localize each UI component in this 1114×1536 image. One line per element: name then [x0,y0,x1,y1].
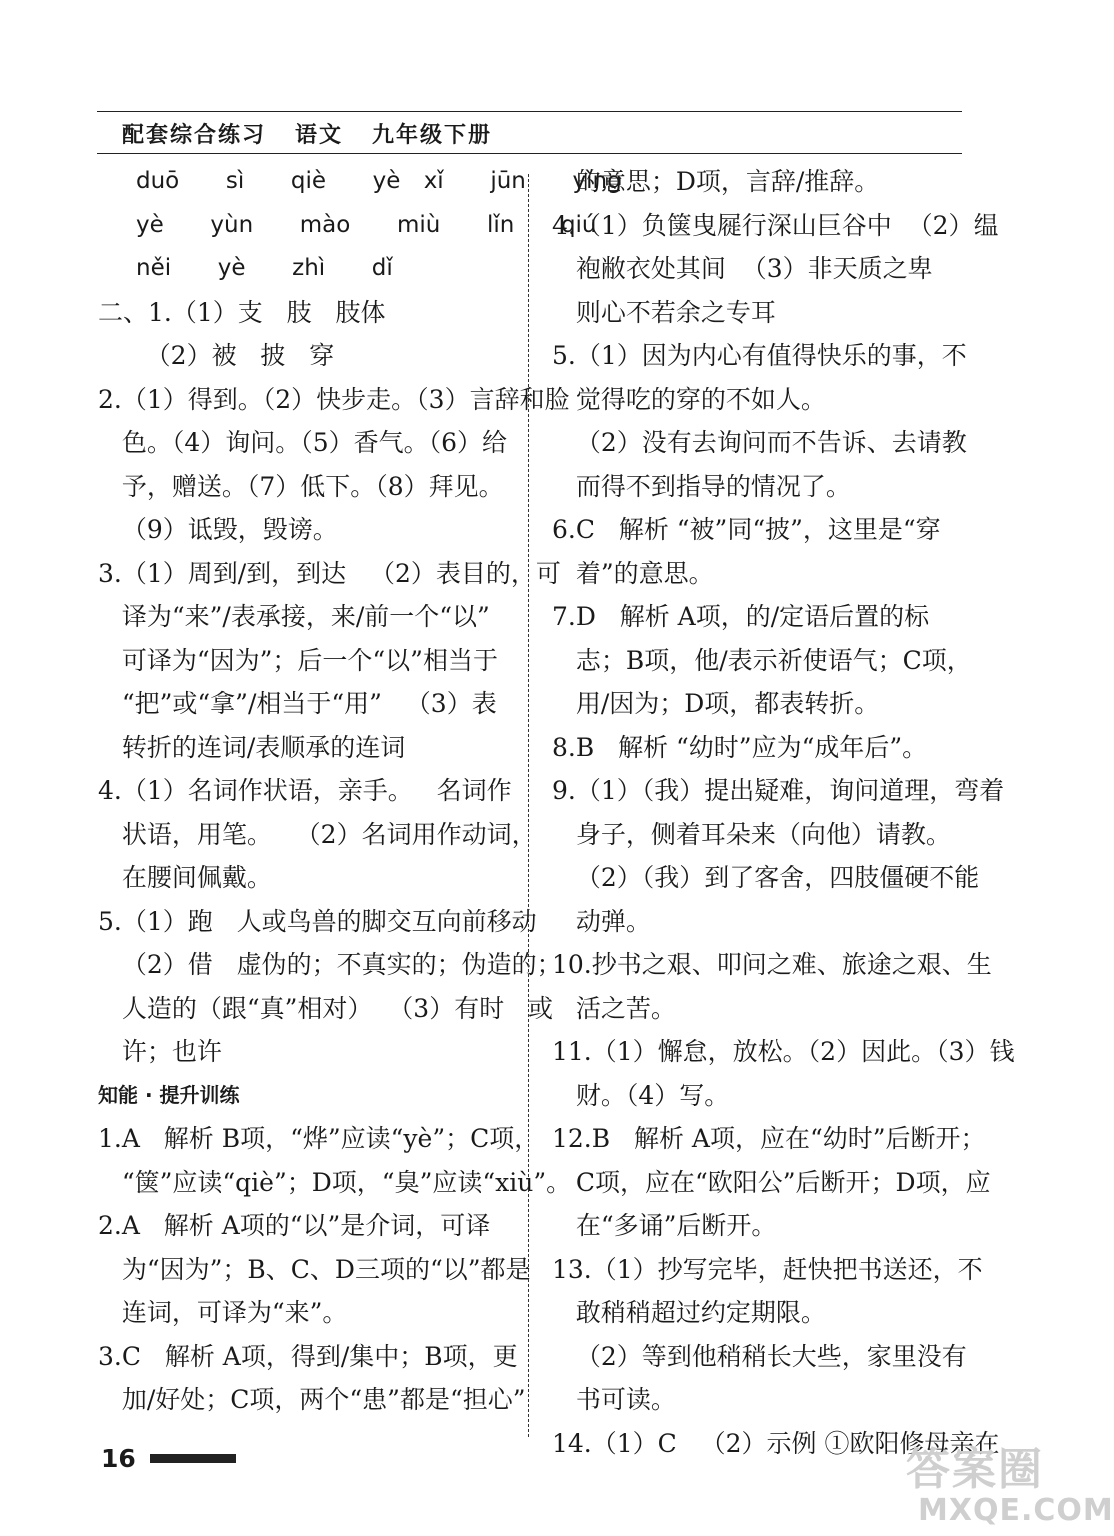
answer-line: （2）被 披 穿 [98,341,335,370]
right-column [552,160,1015,1465]
answer-line: 二、1.（1）支 肢 肢体 [98,297,386,327]
answer-line: 人造的（跟“真”相对） （3）有时 或 [98,993,554,1023]
answer-line: 14.（1）C （2）示例 ①欧阳修母亲在 [552,1428,1000,1458]
page-number-bar [150,1454,236,1463]
answer-line: 5.（1）因为内心有值得快乐的事，不 [552,341,967,370]
answer-line: （2）（我）到了客舍，四肢僵硬不能 [552,863,980,892]
answer-line: něi yè zhì dǐ [136,255,393,281]
answer-line: 连词，可译为“来”。 [98,1298,348,1327]
answer-line: 用/因为；D项，都表转折。 [552,689,880,718]
header-rule-bottom [97,153,962,154]
answer-line: 9.（1）（我）提出疑难，询问道理，弯着 [552,776,1005,805]
answer-line: 可译为“因为”；后一个“以”相当于 [98,645,498,675]
answer-line: 则心不若余之专耳 [552,297,776,327]
answer-line: 转折的连词/表顺承的连词 [98,732,406,762]
page-number: 16 [101,1444,136,1473]
answer-line: 许；也许 [98,1037,222,1066]
answer-line: 志；B项，他/表示祈使语气；C项， [552,645,972,675]
answer-line: 13.（1）抄写完毕，赶快把书送还，不 [552,1254,983,1284]
answer-line: “箧”应读“qiè”；D项，“臭”应读“xiù”。 [98,1167,572,1197]
answer-line: 色。（4）询问。（5）香气。（6）给 [98,428,508,457]
answer-line: 敢稍稍超过约定期限。 [552,1298,826,1327]
watermark-url: MXQE.COM [918,1493,1114,1528]
answer-line: “把”或“拿”/相当于“用” （3）表 [98,689,497,718]
answer-line: 3.C 解析 A项，得到/集中；B项，更 [98,1341,518,1371]
header-rule-top [97,111,962,112]
answer-line: 书可读。 [552,1385,676,1414]
column-divider [528,174,529,1437]
answer-line: 5.（1）跑 人或鸟兽的脚交互向前移动 [98,906,537,936]
answer-line: 而得不到指导的情况了。 [552,471,851,501]
answer-line: 在“多诵”后断开。 [552,1211,777,1240]
answer-line: 4.（1）名词作状语，亲手。 名词作 [98,776,512,805]
answer-line: 动弹。 [552,906,651,936]
answer-line: （2）借 虚伪的；不真实的；伪造的； [98,950,562,979]
answer-line: 袍敝衣处其间 （3）非天质之卑 [552,254,933,283]
answer-line: （9）诋毁，毁谤。 [98,515,338,544]
watermark-text: 答案圈 [906,1444,1044,1495]
answer-line: 为“因为”；B、C、D三项的“以”都是 [98,1254,531,1284]
answer-line: 11.（1）懈怠，放松。（2）因此。（3）钱 [552,1037,1015,1066]
answer-line: 译为“来”/表承接，来/前一个“以” [98,602,490,631]
answer-line: 状语，用笔。 （2）名词用作动词， [98,819,537,849]
answer-line: 的意思；D项，言辞/推辞。 [552,167,880,196]
answer-line: 4.（1）负箧曳屣行深山巨谷中 （2）缊 [552,210,999,240]
answer-line: 3.（1）周到/到，到达 （2）表目的，可 [98,558,561,588]
answer-line: 知能 · 提升训练 [98,1082,240,1107]
answer-line: 着”的意思。 [552,558,714,588]
answer-line: 7.D 解析 A项，的/定语后置的标 [552,602,930,631]
answer-line: 活之苦。 [552,993,676,1023]
answer-line: 加/好处；C项，两个“患”都是“担心” [98,1385,526,1414]
answer-line: 在腰间佩戴。 [98,863,272,892]
answer-line: 2.（1）得到。（2）快步走。（3）言辞和脸 [98,384,570,414]
answer-line: 10.抄书之艰、叩问之难、旅途之艰、生 [552,950,992,979]
answer-line: 财。（4）写。 [552,1080,730,1110]
answer-line: duō sì qiè yè xǐ jūn yìng [136,168,622,194]
answer-line: （2）没有去询问而不告诉、去请教 [552,428,967,457]
answer-line: 6.C 解析 “被”同“披”，这里是“穿 [552,515,941,544]
answer-line: 2.A 解析 A项的“以”是介词，可译 [98,1211,491,1240]
answer-line: yè yùn mào miù lǐn qiú [136,211,597,238]
answer-line: C项，应在“欧阳公”后断开；D项，应 [552,1167,991,1197]
answer-line: 身子，侧着耳朵来（向他）请教。 [552,819,951,849]
answer-line: 予，赠送。（7）低下。（8）拜见。 [98,471,504,501]
answer-line: 8.B 解析 “幼时”应为“成年后”。 [552,732,928,762]
answer-line: 12.B 解析 A项，应在“幼时”后断开； [552,1124,986,1153]
watermark-logo [906,1444,1114,1532]
page-header-title: 配套综合练习 语文 九年级下册 [122,123,492,148]
answer-line: 1.A 解析 B项，“烨”应读“yè”；C项， [98,1124,540,1153]
answer-line: 觉得吃的穿的不如人。 [552,384,826,414]
answer-line: （2）等到他稍稍长大些，家里没有 [552,1341,967,1371]
